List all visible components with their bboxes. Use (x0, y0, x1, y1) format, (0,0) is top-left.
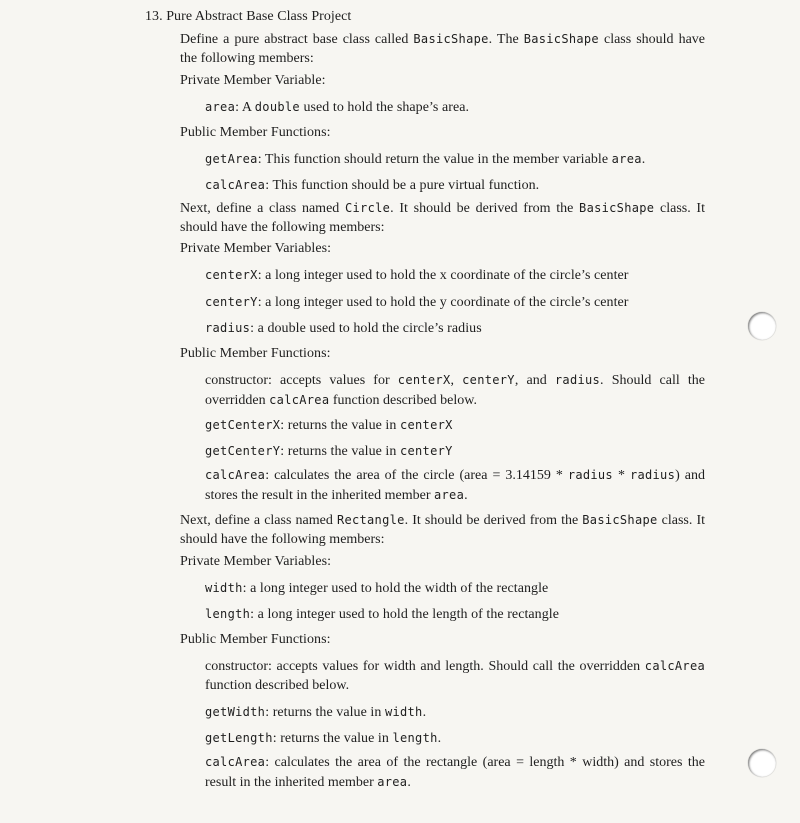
rectangle-private-heading: Private Member Variables: (180, 554, 332, 569)
rectangle-width-item: width: a long integer used to hold the width of the rectangle (205, 581, 549, 596)
circle-constructor-item: constructor: accepts values for centerX, centerY, and radius. Should call the overridden calcArea function described below. (205, 373, 706, 408)
basicshape-calcarea-item: calcArea: This function should be a pure virtual function. (205, 178, 540, 193)
rectangle-constructor-item: constructor: accepts values for width and length. Should call the overridden calcArea function described below. (205, 659, 705, 693)
basicshape-intro: Define a pure abstract base class called BasicShape. The BasicShape class should have the following members: (180, 32, 705, 66)
circle-private-heading: Private Member Variables: (180, 241, 332, 256)
circle-radius-item: radius: a double used to hold the circle’s radius (205, 321, 482, 336)
rectangle-calcarea-item: calcArea: calculates the area of the rectangle (area = length * width) and stores the result in the inherited member area. (205, 755, 705, 790)
basicshape-getarea-item: getArea: This function should return the value in the member variable area. (205, 152, 646, 167)
rectangle-length-item: length: a long integer used to hold the length of the rectangle (205, 607, 559, 622)
circle-centery-item: centerY: a long integer used to hold the y coordinate of the circle’s center (205, 295, 629, 310)
binder-hole-lower (748, 749, 776, 777)
basicshape-private-heading: Private Member Variable: (180, 73, 326, 88)
basicshape-public-heading: Public Member Functions: (180, 125, 331, 140)
rectangle-intro: Next, define a class named Rectangle. It should be derived from the BasicShape class. It should have the following members: (180, 513, 705, 547)
circle-public-heading: Public Member Functions: (180, 346, 331, 361)
circle-getcenterx-item: getCenterX: returns the value in centerX (205, 418, 453, 433)
rectangle-public-heading: Public Member Functions: (180, 632, 331, 647)
exercise-title-text: Pure Abstract Base Class Project (166, 9, 352, 24)
circle-getcentery-item: getCenterY: returns the value in centerY (205, 444, 453, 459)
binder-hole-upper (748, 312, 776, 340)
circle-calcarea-item: calcArea: calculates the area of the circle (area = 3.14159 * radius * radius) and stores the result in the inherited member area. (205, 468, 705, 503)
exercise-title (145, 8, 351, 26)
circle-intro: Next, define a class named Circle. It should be derived from the BasicShape class. It should have the following members: (180, 201, 705, 235)
rectangle-getlength-item: getLength: returns the value in length. (205, 731, 442, 746)
exercise-number: 13. (145, 9, 163, 24)
rectangle-getwidth-item: getWidth: returns the value in width. (205, 705, 427, 720)
circle-centerx-item: centerX: a long integer used to hold the x coordinate of the circle’s center (205, 268, 629, 283)
basicshape-area-item: area: A double used to hold the shape’s area. (205, 100, 470, 115)
